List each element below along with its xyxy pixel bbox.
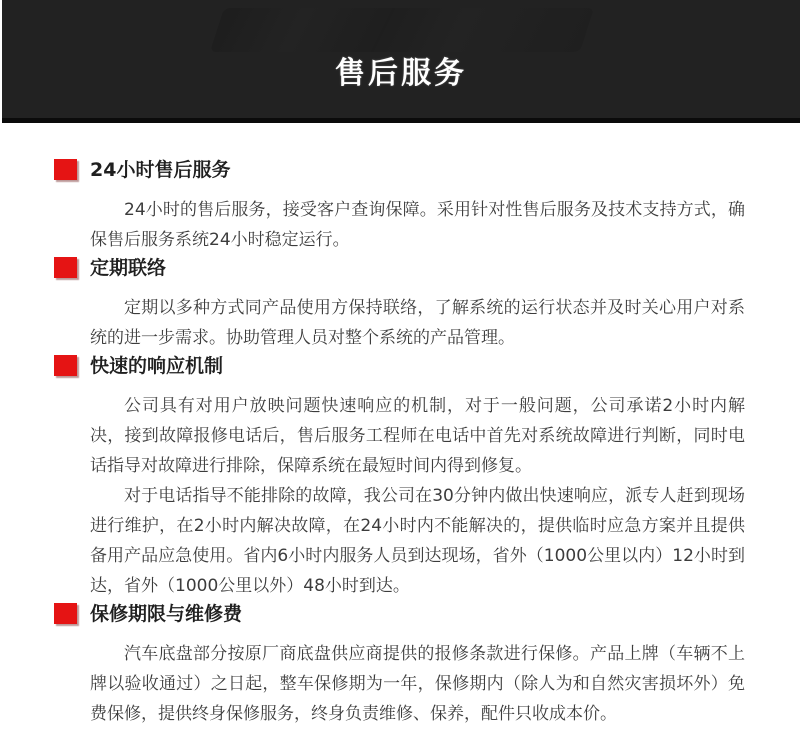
section-heading [90,353,745,379]
section-heading-text: 24小时售后服务 [90,159,231,181]
service-section-2 [90,255,745,353]
section-heading-text: 定期联络 [90,257,167,279]
service-section-1 [90,157,745,255]
section-heading [90,157,745,183]
section-paragraph: 公司具有对用户放映问题快速响应的机制，对于一般问题，公司承诺2小时内解决，接到故障报修电话后，售后服务工程师在电话中首先对系统故障进行判断，同时电话指导对故障进行排除，保障系统在最短时间内得到修复。 [90,396,745,476]
red-square-bullet-icon [54,257,77,278]
section-paragraph: 对于电话指导不能排除的故障，我公司在30分钟内做出快速响应，派专人赶到现场进行维护，在2小时内解决故障，在24小时内不能解决的，提供临时应急方案并且提供备用产品应急使用。省内6小时内服务人员到达现场，省外（1000公里以内）12小时到达，省外（1000公里以外）48小时到达。 [90,486,745,596]
section-heading-text: 保修期限与维修费 [90,603,243,625]
section-heading [90,601,745,627]
service-section-3 [90,353,745,601]
service-sections [0,123,800,729]
page-banner [2,0,800,123]
section-paragraph: 汽车底盘部分按原厂商底盘供应商提供的报修条款进行保修。产品上牌（车辆不上牌以验收通过）之日起，整车保修期为一年，保修期内（除人为和自然灾害损坏外）免费保修，提供终身保修服务，终身负责维修、保养，配件只收成本价。 [90,644,745,724]
watermark-smudge [210,8,594,52]
red-square-bullet-icon [54,355,77,376]
page-title: 售后服务 [335,56,467,91]
section-paragraph: 24小时的售后服务，接受客户查询保障。采用针对性售后服务及技术支持方式，确保售后服务系统24小时稳定运行。 [90,200,745,250]
red-square-bullet-icon [54,603,77,624]
section-paragraph: 定期以多种方式同产品使用方保持联络，了解系统的运行状态并及时关心用户对系统的进一步需求。协助管理人员对整个系统的产品管理。 [90,298,745,348]
section-heading [90,255,745,281]
section-heading-text: 快速的响应机制 [90,355,224,377]
service-section-4 [90,601,745,729]
red-square-bullet-icon [54,159,77,180]
